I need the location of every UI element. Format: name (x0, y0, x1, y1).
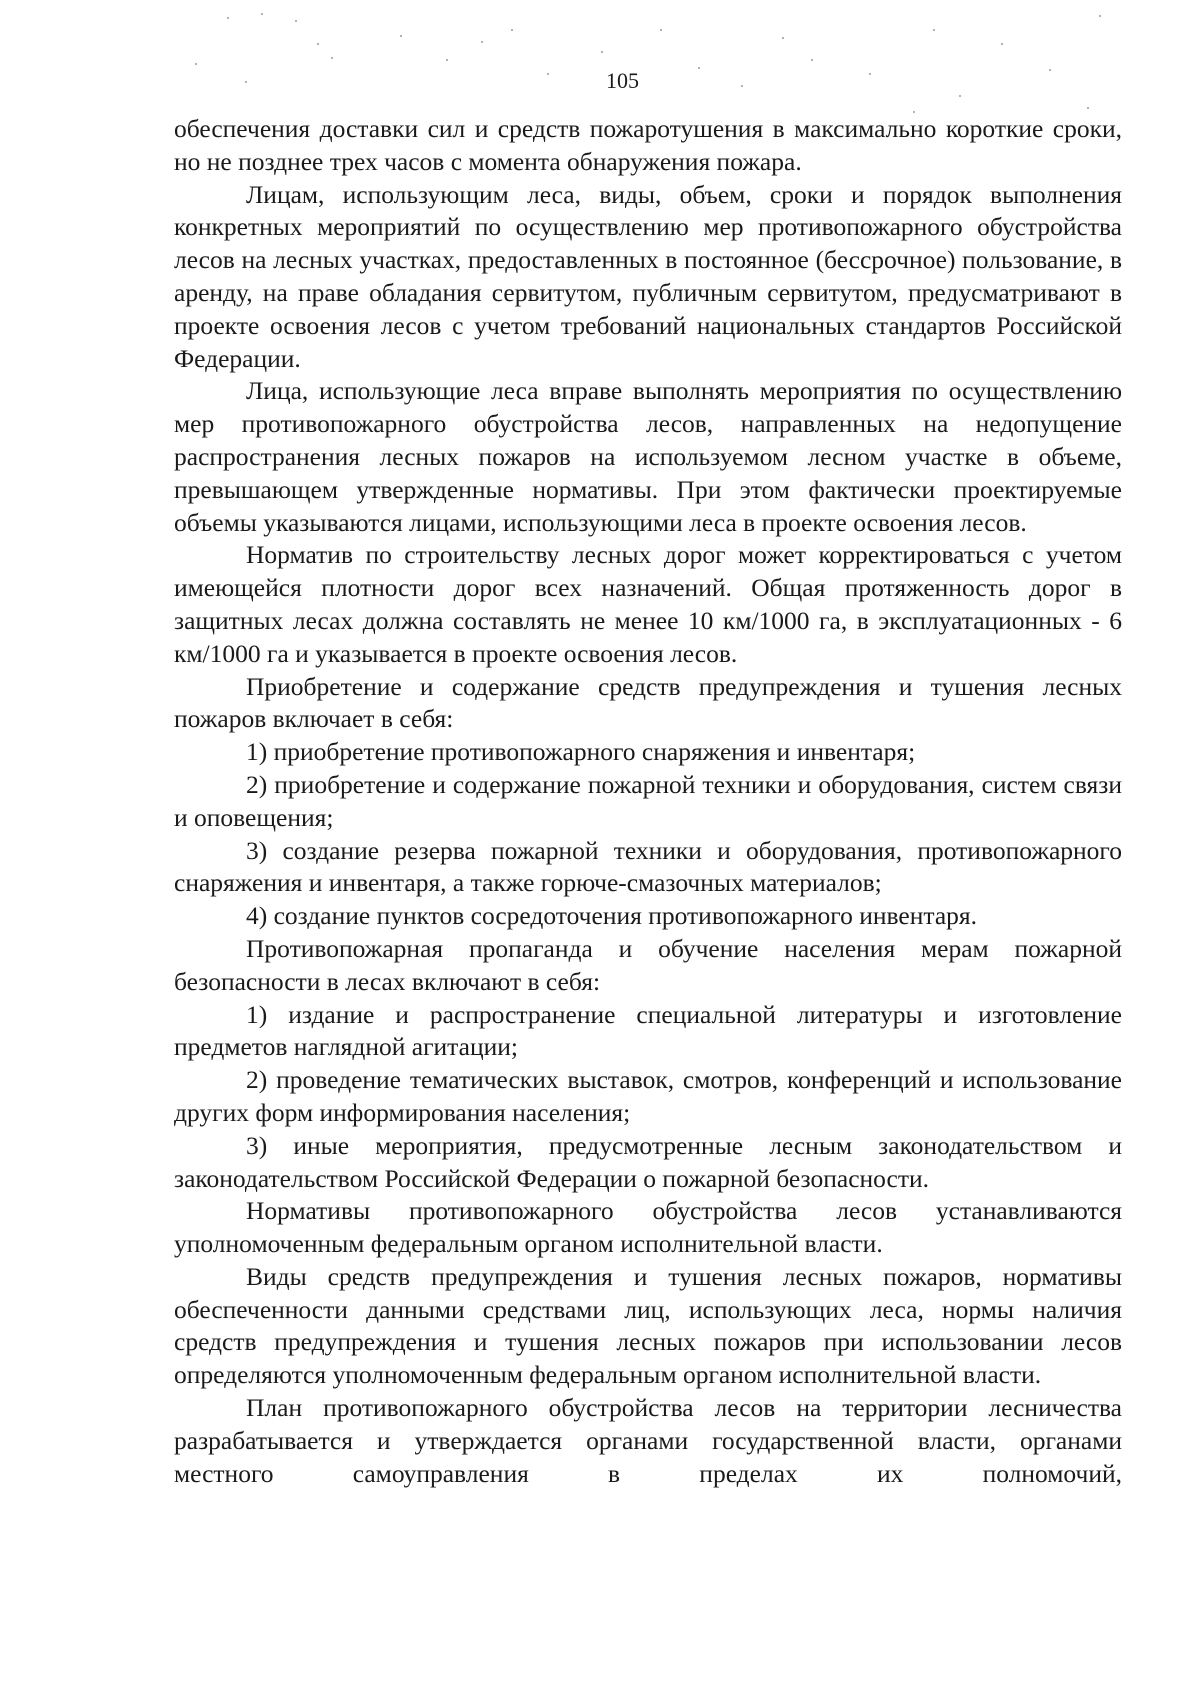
document-body (174, 113, 1122, 1490)
paragraph: Противопожарная пропаганда и обучение населения мерам пожарной безопасности в лесах включают в себя: (174, 933, 1122, 996)
list-item: 2) приобретение и содержание пожарной техники и оборудования, систем связи и оповещения; (174, 769, 1122, 832)
paragraph: План противопожарного обустройства лесов на территории лесничества разрабатывается и утверждается органами государственной власти, органами местного самоуправления в пределах их полномочий, (174, 1393, 1122, 1488)
paragraph: Виды средств предупреждения и тушения лесных пожаров, нормативы обеспеченности данными средствами лиц, использующих леса, нормы наличия средств предупреждения и тушения лесных пожаров при использовании лесов определяются уполномоченным федеральным органом исполнительной власти. (174, 1261, 1122, 1390)
list-item: 2) проведение тематических выставок, смотров, конференций и использование других форм информирования населения; (174, 1065, 1122, 1127)
list-item: 4) создание пунктов сосредоточения противопожарного инвентаря. (246, 901, 978, 931)
list-item: 1) приобретение противопожарного снаряжения и инвентаря; (246, 737, 916, 767)
list-item: 3) создание резерва пожарной техники и оборудования, противопожарного снаряжения и инвентаря, а также горюче-смазочных материалов; (174, 835, 1122, 898)
list-item: 3) иные мероприятия, предусмотренные лесным законодательством и законодательством Российской Федерации о пожарной безопасности. (174, 1130, 1122, 1193)
paragraph: Приобретение и содержание средств предупреждения и тушения лесных пожаров включает в себя: (174, 671, 1122, 734)
paragraph: Лицам, использующим леса, виды, объем, сроки и порядок выполнения конкретных мероприятий по осуществлению мер противопожарного обустройства лесов на лесных участках, предоставленных в постоянное (бессрочное) пользование, в аренду, на праве обладания сервитутом, публичным сервитутом, предусматривают в проекте освоения лесов с учетом требований национальных стандартов Российской Федерации. (174, 179, 1122, 373)
paragraph: Лица, использующие леса вправе выполнять мероприятия по осуществлению мер противопожарного обустройства лесов, направленных на недопущение распространения лесных пожаров на используемом лесном участке в объеме, превышающем утвержденные нормативы. При этом фактически проектируемые объемы указываются лицами, использующими леса в проекте освоения лесов. (174, 376, 1122, 537)
paragraph: Нормативы противопожарного обустройства лесов устанавливаются уполномоченным федеральным органом исполнительной власти. (174, 1196, 1122, 1259)
paragraph: Норматив по строительству лесных дорог может корректироваться с учетом имеющейся плотности дорог всех назначений. Общая протяженность дорог в защитных лесах должна составлять не менее 10 км/1000 га, в эксплуатационных - 6 км/1000 га и указывается в проекте освоения лесов. (174, 540, 1122, 668)
page-number: 105 (606, 68, 639, 93)
list-item: 1) издание и распространение специальной литературы и изготовление предметов наглядной агитации; (174, 999, 1122, 1062)
paragraph-continuation: обеспечения доставки сил и средств пожаротушения в максимально короткие сроки, но не позднее трех часов с момента обнаружения пожара. (174, 114, 1122, 176)
scan-noise (0, 0, 1200, 120)
